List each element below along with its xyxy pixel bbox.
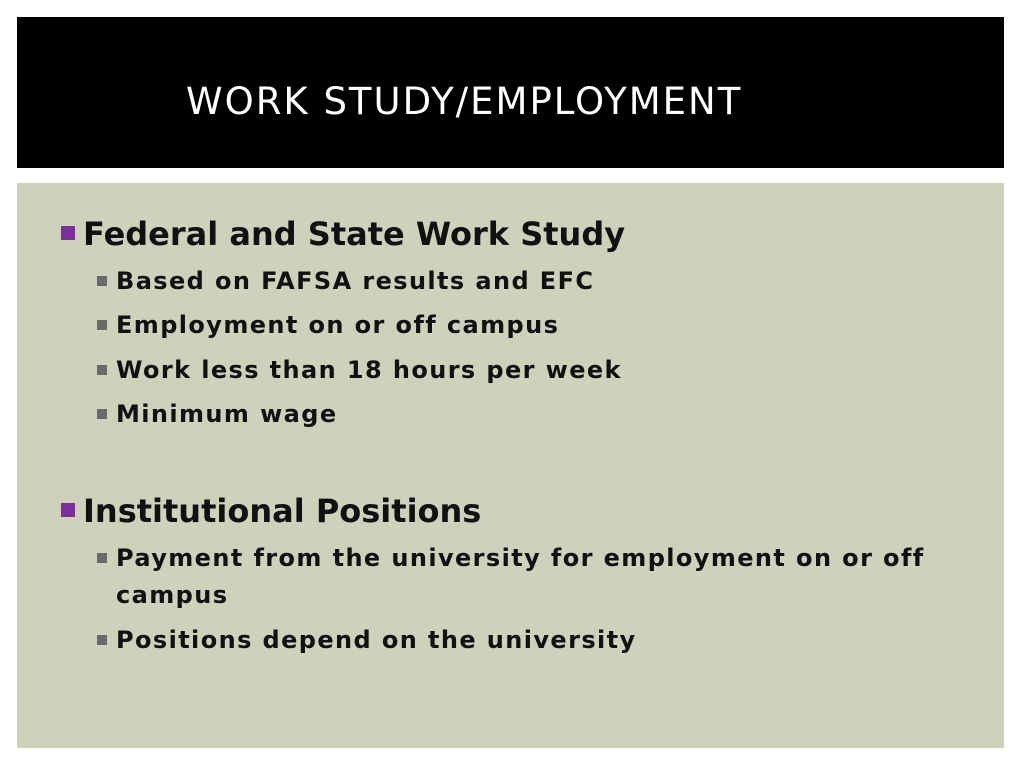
square-bullet-icon (97, 635, 107, 645)
square-bullet-icon (97, 320, 107, 330)
square-bullet-icon (61, 226, 75, 240)
section-heading-federal-state-work-study: Federal and State Work Study (61, 214, 625, 254)
square-bullet-icon (97, 276, 107, 286)
list-item-employment-campus: Employment on or off campus (97, 307, 957, 344)
list-item-university-payment: Payment from the university for employment on or off campus (97, 540, 957, 614)
list-item-fafsa: Based on FAFSA results and EFC (97, 263, 957, 300)
bullet-list (17, 183, 1004, 748)
list-item-work-hours: Work less than 18 hours per week (97, 352, 957, 389)
square-bullet-icon (97, 365, 107, 375)
section-heading-institutional-positions: Institutional Positions (61, 491, 481, 531)
list-item-minimum-wage: Minimum wage (97, 396, 957, 433)
list-item-positions-depend: Positions depend on the university (97, 622, 957, 659)
content-panel (17, 183, 1004, 748)
slide-title: WORK STUDY/EMPLOYMENT (186, 80, 743, 123)
square-bullet-icon (61, 503, 75, 517)
square-bullet-icon (97, 409, 107, 419)
square-bullet-icon (97, 553, 107, 563)
